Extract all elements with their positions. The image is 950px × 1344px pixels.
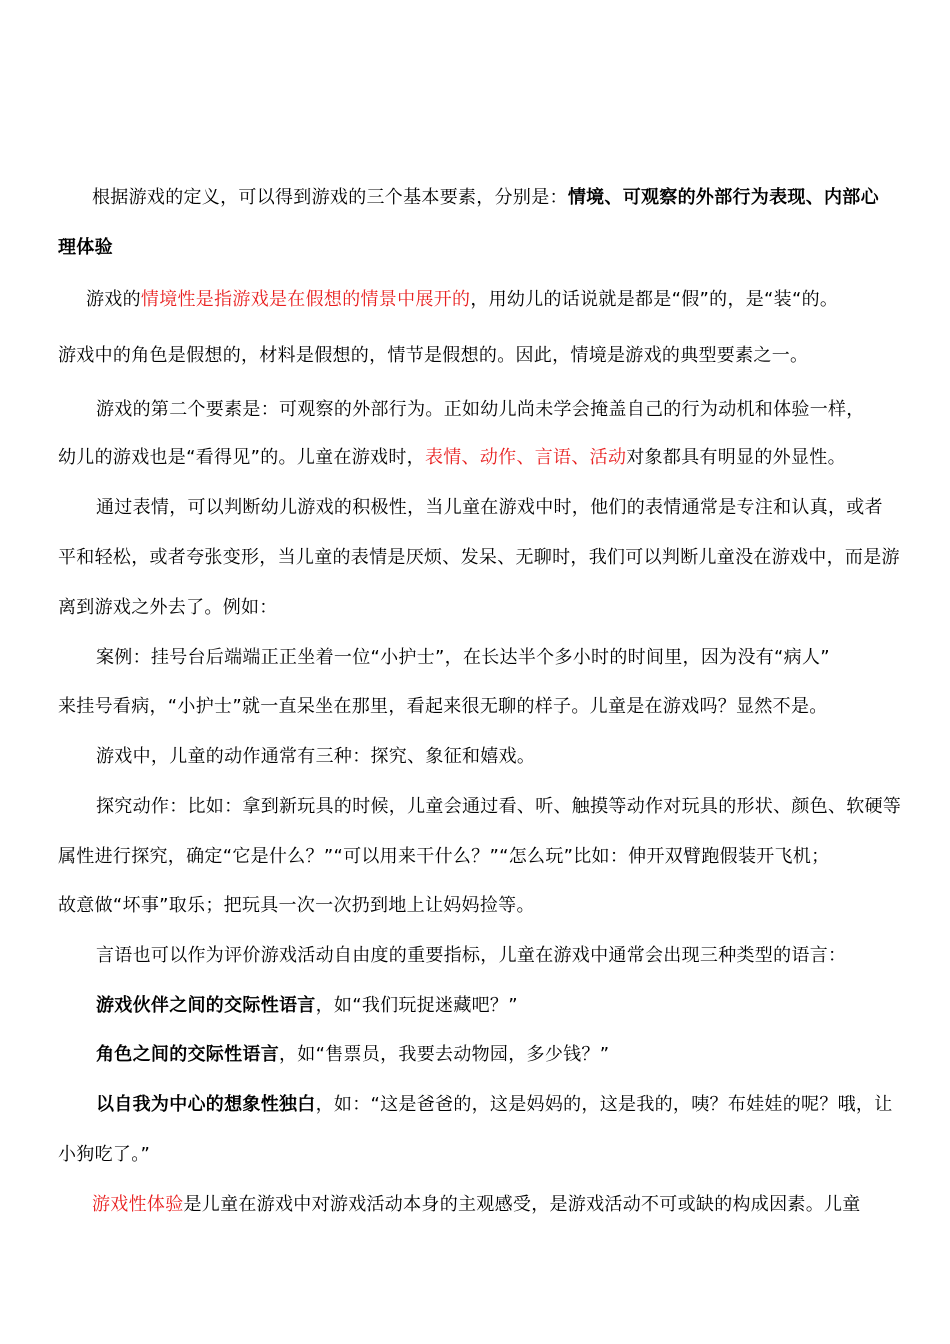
bold-text: 游戏伙伴之间的交际性语言 bbox=[96, 995, 316, 1016]
paragraph-expression-line-1: 通过表情，可以判断幼儿游戏的积极性，当儿童在游戏中时，他们的表情通常是专注和认真，或者 bbox=[96, 497, 883, 518]
paragraph-behavior-line-2 bbox=[58, 446, 846, 470]
paragraph-case-line-2: 来挂号看病，“小护士”就一直呆坐在那里，看起来很无聊的样子。儿童是在游戏吗？显然不是。 bbox=[58, 696, 828, 717]
paragraph-expression-line-3: 离到游戏之外去了。例如： bbox=[58, 597, 278, 618]
paragraph-actions: 游戏中，儿童的动作通常有三种：探究、象征和嬉戏。 bbox=[96, 746, 536, 767]
paragraph-situation-line-1 bbox=[86, 288, 838, 312]
text: 根据游戏的定义，可以得到游戏的三个基本要素，分别是： bbox=[92, 187, 568, 208]
paragraph-behavior-line-1: 游戏的第二个要素是：可观察的外部行为。正如幼儿尚未学会掩盖自己的行为动机和体验一样， bbox=[96, 399, 865, 420]
paragraph-expression-line-2: 平和轻松，或者夸张变形，当儿童的表情是厌烦、发呆、无聊时，我们可以判断儿童没在游戏中，而是游 bbox=[58, 547, 900, 568]
paragraph-monologue-line-1 bbox=[96, 1093, 893, 1117]
paragraph-explore-line-1: 探究动作：比如：拿到新玩具的时候，儿童会通过看、听、触摸等动作对玩具的形状、颜色、软硬等 bbox=[96, 796, 902, 817]
text: 游戏的 bbox=[86, 289, 141, 310]
bold-text: 角色之间的交际性语言 bbox=[96, 1044, 279, 1065]
paragraph-explore-line-2: 属性进行探究，确定“它是什么？”“可以用来干什么？”“怎么玩”比如：伸开双臂跑假装开飞机； bbox=[58, 846, 830, 867]
paragraph-language: 言语也可以作为评价游戏活动自由度的重要指标，儿童在游戏中通常会出现三种类型的语言： bbox=[96, 945, 847, 966]
paragraph-elements-line-2: 理体验 bbox=[58, 237, 113, 258]
bold-text: 情境、可观察的外部行为表现、内部心 bbox=[567, 187, 879, 208]
paragraph-situation-line-2: 游戏中的角色是假想的，材料是假想的，情节是假想的。因此，情境是游戏的典型要素之一。 bbox=[58, 345, 809, 366]
paragraph-explore-line-3: 故意做“坏事”取乐；把玩具一次一次扔到地上让妈妈捡等。 bbox=[58, 895, 535, 916]
highlight-text: 表情、动作、言语、活动 bbox=[424, 447, 627, 468]
highlight-text: 游戏性体验 bbox=[92, 1194, 184, 1215]
text: ，如“我们玩捉迷藏吧？” bbox=[315, 995, 518, 1016]
paragraph-monologue-line-2: 小狗吃了。” bbox=[58, 1144, 151, 1165]
text: 对象都具有明显的外显性。 bbox=[626, 447, 846, 468]
bold-text: 以自我为中心的想象性独白 bbox=[96, 1094, 316, 1115]
paragraph-role-language bbox=[96, 1043, 609, 1067]
paragraph-experience bbox=[92, 1193, 861, 1217]
text: ，如：“这是爸爸的，这是妈妈的，这是我的，咦？布娃娃的呢？哦，让 bbox=[315, 1094, 893, 1115]
highlight-text: 情境性是指游戏是在假想的情景中展开的 bbox=[140, 289, 471, 310]
text: 幼儿的游戏也是“看得见”的。儿童在游戏时， bbox=[58, 447, 425, 468]
paragraph-case-line-1: 案例：挂号台后端端正正坐着一位“小护士”，在长达半个多小时的时间里，因为没有“病人” bbox=[96, 647, 830, 668]
paragraph-partner-language bbox=[96, 994, 518, 1018]
paragraph-elements-line-1 bbox=[92, 186, 879, 210]
text: ，如“售票员，我要去动物园，多少钱？” bbox=[279, 1044, 610, 1065]
text: 是儿童在游戏中对游戏活动本身的主观感受，是游戏活动不可或缺的构成因素。儿童 bbox=[183, 1194, 861, 1215]
text: ，用幼儿的话说就是都是“假”的，是“装“的。 bbox=[470, 289, 839, 310]
